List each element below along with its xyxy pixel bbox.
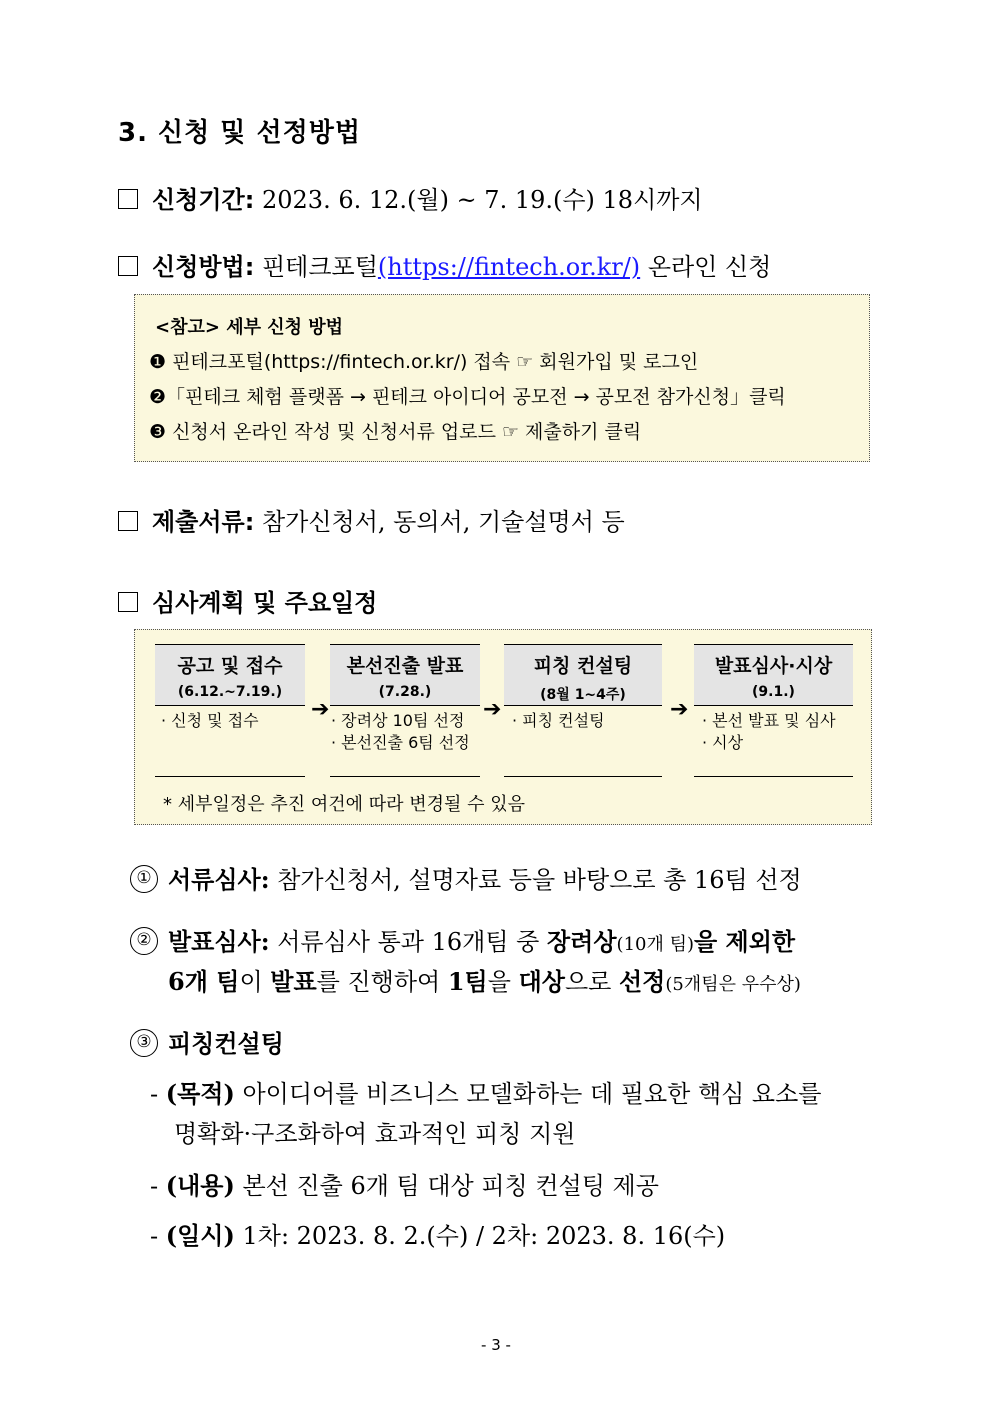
stage-name: 발표심사·시상 (714, 655, 833, 677)
schedule-note: * 세부일정은 추진 여건에 따라 변경될 수 있음 (163, 794, 526, 815)
documents-row (118, 502, 625, 537)
stage-details (331, 710, 470, 754)
item3-label: 피칭컨설팅 (168, 1029, 284, 1058)
item2-bold: 대상 (518, 967, 565, 996)
circled-number: ③ (130, 1029, 158, 1057)
item2-text: 으로 (564, 968, 612, 996)
purpose-line2 (174, 1114, 575, 1149)
reference-item: ❸ 신청서 온라인 작성 및 신청서류 업로드 ☞ 제출하기 클릭 (149, 421, 642, 443)
item2-bold: 6개 팀 (168, 967, 240, 996)
documents-label: 제출서류: (152, 508, 255, 536)
purpose-text: 명확화·구조화하여 효과적인 피칭 지원 (174, 1120, 576, 1148)
method-value: 핀테크포털 (261, 253, 378, 281)
content-text: 본선 진출 6개 팀 대상 피칭 컨설팅 제공 (242, 1172, 659, 1200)
stage-detail: · 본선진출 6팀 선정 (331, 733, 470, 752)
stage-header (155, 644, 305, 706)
stage-date: (8월 1~4주) (540, 687, 626, 703)
circled-number: ① (130, 865, 158, 893)
divider (155, 776, 305, 777)
period-label: 신청기간: (152, 186, 255, 214)
fintech-portal-link[interactable]: (https://fintech.or.kr/) (377, 253, 641, 281)
item1 (130, 860, 802, 896)
checkbox-icon (118, 189, 138, 209)
stage-details (702, 710, 836, 754)
item1-label: 서류심사: (168, 865, 270, 894)
stage-date: (6.12.~7.19.) (177, 684, 283, 700)
stage-name: 피칭 컨설팅 (533, 655, 633, 677)
item3 (130, 1024, 284, 1060)
documents-value: 참가신청서, 동의서, 기술설명서 등 (261, 508, 625, 536)
stage-header (694, 644, 853, 706)
stage-details (161, 710, 259, 732)
stage-detail: · 피칭 컨설팅 (512, 711, 605, 730)
date-line: - (일시) 1차: 2023. 8. 2.(수) / 2차: 2023. 8. 16(수) (150, 1221, 726, 1250)
purpose-label: (목적) (165, 1079, 235, 1108)
purpose-text: 아이디어를 비즈니스 모델화하는 데 필요한 핵심 요소를 (242, 1080, 822, 1108)
item2-small: (10개 팀) (616, 934, 694, 955)
arrow-right-icon: ➔ (311, 697, 330, 722)
reference-title: <참고> 세부 신청 방법 (155, 317, 344, 338)
section-title: 3. 신청 및 선정방법 (118, 118, 361, 148)
stage-details (512, 710, 605, 732)
arrow-right-icon: ➔ (670, 697, 689, 722)
reference-item: ❶ 핀테크포털(https://fintech.or.kr/) 접속 ☞ 회원가입 및 로그인 (149, 351, 699, 373)
item2-bold: 선정 (618, 967, 666, 996)
schedule-box (134, 629, 872, 825)
item2-line1 (130, 922, 795, 958)
checkbox-icon (118, 256, 138, 276)
item2-text: 서류심사 통과 16개팀 중 (277, 928, 540, 956)
stage-name: 공고 및 접수 (177, 655, 283, 677)
item2-line2 (168, 962, 801, 997)
stage-date: (9.1.) (752, 684, 795, 700)
content-label: (내용) (165, 1171, 235, 1200)
item2-small: (5개팀은 우수상) (665, 974, 801, 995)
page-number: - 3 - (481, 1336, 511, 1354)
item2-text: 를 진행하여 (316, 968, 441, 996)
item2-text: 을 (487, 968, 511, 996)
item2-bold: 을 제외한 (694, 927, 796, 956)
stage-detail: · 장려상 10팀 선정 (331, 711, 465, 730)
item2-bold: 발표 (270, 967, 317, 996)
reference-box (134, 294, 870, 462)
arrow-right-icon: ➔ (483, 697, 502, 722)
checkbox-icon (118, 511, 138, 531)
stage-date: (7.28.) (378, 684, 432, 700)
date-text: 1차: 2023. 8. 2.(수) / 2차: 2023. 8. 16(수) (242, 1222, 726, 1250)
stage-header (330, 644, 480, 706)
method-value-post: 온라인 신청 (647, 253, 772, 281)
item2-bold: 장려상 (546, 927, 617, 956)
date-label: (일시) (165, 1221, 235, 1250)
schedule-heading: 심사계획 및 주요일정 (152, 589, 378, 617)
divider (694, 776, 853, 777)
item2-bold: 1팀 (447, 967, 488, 996)
stage-detail: · 본선 발표 및 심사 (702, 711, 836, 730)
content-line: - (내용) 본선 진출 6개 팀 대상 피칭 컨설팅 제공 (150, 1171, 659, 1200)
item2-text: 이 (239, 968, 263, 996)
divider (330, 776, 480, 777)
stage-detail: · 신청 및 접수 (161, 711, 259, 730)
stage-header (504, 644, 662, 706)
reference-item: ❷「핀테크 체험 플랫폼 → 핀테크 아이디어 공모전 → 공모전 참가신청」클릭 (149, 386, 786, 408)
period-row (118, 180, 703, 215)
method-row (118, 247, 771, 282)
schedule-heading-row (118, 583, 377, 618)
period-value: 2023. 6. 12.(월) ~ 7. 19.(수) 18시까지 (261, 186, 703, 214)
stage-name: 본선진출 발표 (346, 655, 464, 677)
stage-detail: · 시상 (702, 733, 744, 752)
purpose-line1: - (목적) 아이디어를 비즈니스 모델화하는 데 필요한 핵심 요소를 (150, 1079, 822, 1108)
circled-number: ② (130, 927, 158, 955)
method-label: 신청방법: (152, 253, 255, 281)
checkbox-icon (118, 592, 138, 612)
item2-label: 발표심사: (168, 927, 270, 956)
divider (504, 776, 662, 777)
item1-text: 참가신청서, 설명자료 등을 바탕으로 총 16팀 선정 (277, 866, 802, 894)
